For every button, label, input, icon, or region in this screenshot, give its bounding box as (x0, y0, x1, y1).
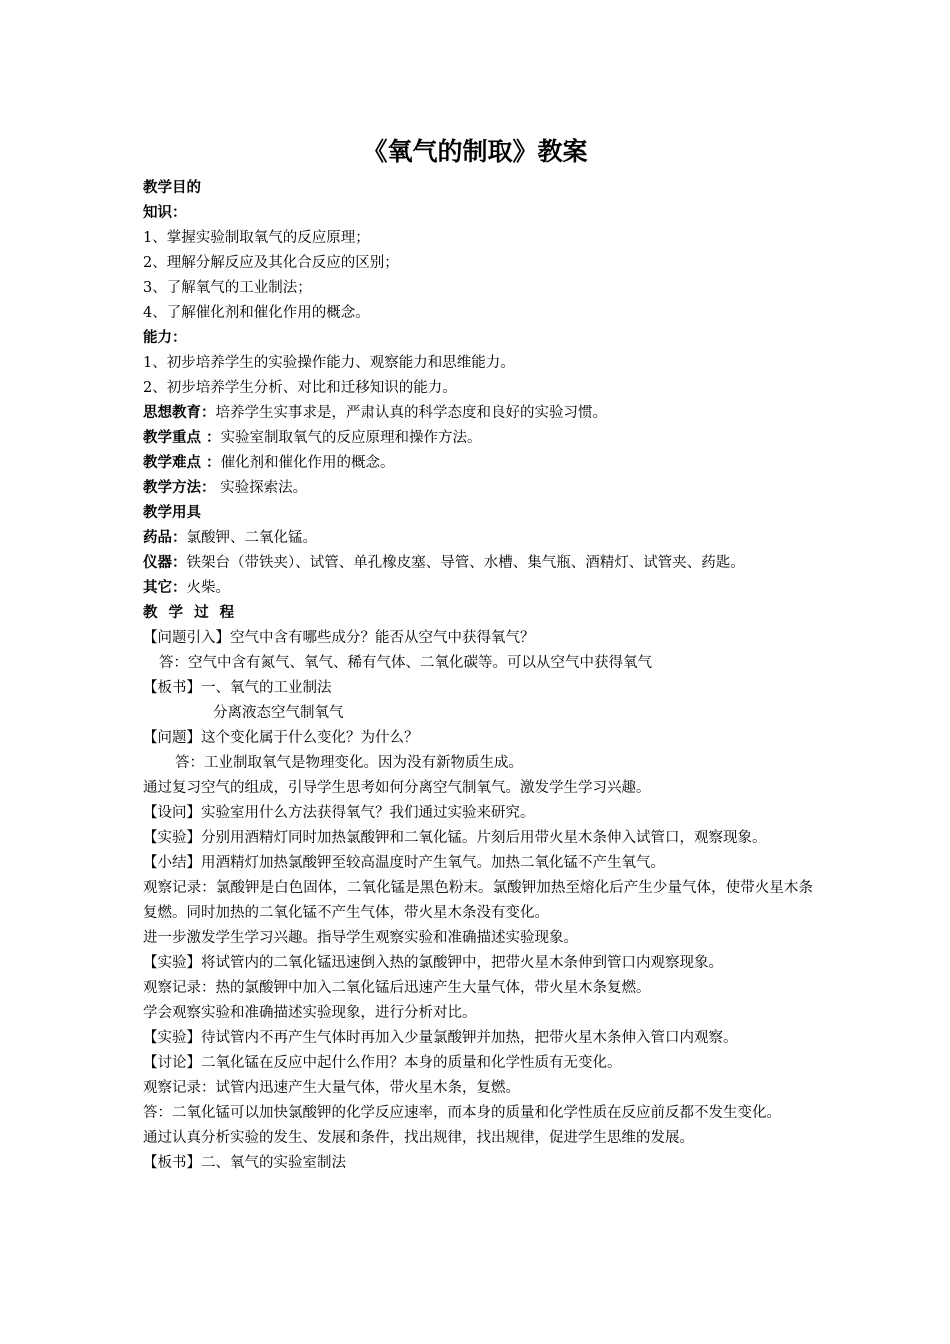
process-line: 观察记录：试管内迅速产生大量气体，带火星木条，复燃。 (143, 1080, 520, 1096)
thought-text: 培养学生实事求是，严肃认真的科学态度和良好的实验习惯。 (215, 405, 607, 421)
instruments-text: 铁架台（带铁夹）、试管、单孔橡皮塞、导管、水槽、集气瓶、酒精灯、试管夹、药匙。 (186, 555, 745, 571)
process-line: 观察记录：氯酸钾是白色固体，二氧化锰是黑色粉末。氯酸钾加热至熔化后产生少量气体，使带火星木条复燃。同时加热的二氧化锰不产生气体，带火星木条没有变化。 (143, 880, 813, 921)
process-line: 分离液态空气制氧气 (213, 705, 344, 721)
drugs-line (143, 526, 813, 551)
process-line: 【问题】这个变化属于什么变化？为什么？ (143, 730, 419, 746)
process-line: 【板书】一、氧气的工业制法 (143, 680, 332, 696)
knowledge-item: 4、了解催化剂和催化作用的概念。 (143, 305, 370, 321)
teaching-method (143, 476, 813, 501)
drugs-text: 氯酸钾、二氧化锰。 (186, 530, 317, 546)
knowledge-item: 1、掌握实验制取氧气的反应原理； (143, 230, 370, 246)
key-label: 教学重点 ： (143, 430, 221, 446)
process-line: 答：工业制取氧气是物理变化。因为没有新物质生成。 (175, 755, 523, 771)
process-heading: 教 学 过 程 (143, 605, 238, 621)
ability-item: 2、初步培养学生分析、对比和迁移知识的能力。 (143, 380, 457, 396)
knowledge-item: 3、了解氧气的工业制法； (143, 280, 312, 296)
process-line: 观察记录：热的氯酸钾中加入二氧化锰后迅速产生大量气体，带火星木条复燃。 (143, 980, 651, 996)
process-line: 答：空气中含有氮气、氧气、稀有气体、二氧化碳等。可以从空气中获得氧气 (159, 655, 652, 671)
process-line: 【小结】用酒精灯加热氯酸钾至较高温度时产生氧气。加热二氧化锰不产生氧气。 (143, 855, 665, 871)
drugs-label: 药品： (143, 530, 187, 546)
process-line: 答：二氧化锰可以加快氯酸钾的化学反应速率，而本身的质量和化学性质在反应前反都不发生变化。 (143, 1105, 781, 1121)
knowledge-label: 知识： (143, 205, 187, 221)
process-line: 【实验】待试管内不再产生气体时再加入少量氯酸钾并加热，把带火星木条伸入管口内观察。 (143, 1030, 738, 1046)
process-line: 通过认真分析实验的发生、发展和条件，找出规律，找出规律，促进学生思维的发展。 (143, 1130, 694, 1146)
other-text: 火柴。 (186, 580, 230, 596)
method-label: 教学方法： (143, 480, 216, 496)
method-text: 实验探索法。 (215, 480, 308, 496)
process-line: 【板书】二、氧气的实验室制法 (143, 1155, 346, 1171)
difficulty-text: 催化剂和催化作用的概念。 (220, 455, 395, 471)
knowledge-item: 2、理解分解反应及其化合反应的区别； (143, 255, 399, 271)
document-body (143, 176, 813, 1176)
key-text: 实验室制取氧气的反应原理和操作方法。 (220, 430, 482, 446)
process-line: 学会观察实验和准确描述实验现象，进行分析对比。 (143, 1005, 477, 1021)
instruments-label: 仪器： (143, 555, 187, 571)
instruments-line (143, 551, 813, 576)
process-line: 【设问】实验室用什么方法获得氧气？我们通过实验来研究。 (143, 805, 535, 821)
process-line: 【讨论】二氧化锰在反应中起什么作用？本身的质量和化学性质有无变化。 (143, 1055, 622, 1071)
difficulty-label: 教学难点 ： (143, 455, 221, 471)
teaching-key (143, 426, 813, 451)
process-line: 【实验】将试管内的二氧化锰迅速倒入热的氯酸钾中，把带火星木条伸到管口内观察现象。 (143, 955, 723, 971)
process-line: 通过复习空气的组成，引导学生思考如何分离空气制氧气。激发学生学习兴趣。 (143, 780, 651, 796)
process-line: 进一步激发学生学习兴趣。指导学生观察实验和准确描述实验现象。 (143, 930, 578, 946)
process-line: 【问题引入】空气中含有哪些成分？能否从空气中获得氧气？ (143, 630, 535, 646)
thought-label: 思想教育： (143, 405, 216, 421)
process-line: 【实验】分别用酒精灯同时加热氯酸钾和二氧化锰。片刻后用带火星木条伸入试管口，观察现象。 (143, 830, 767, 846)
document-title: 《氧气的制取》教案 (362, 137, 588, 166)
ability-item: 1、初步培养学生的实验操作能力、观察能力和思维能力。 (143, 355, 515, 371)
other-line (143, 576, 813, 601)
teaching-difficulty (143, 451, 813, 476)
tools-heading: 教学用具 (143, 505, 201, 521)
other-label: 其它： (143, 580, 187, 596)
objectives-heading: 教学目的 (143, 180, 201, 196)
thought-education (143, 401, 813, 426)
ability-label: 能力： (143, 330, 187, 346)
